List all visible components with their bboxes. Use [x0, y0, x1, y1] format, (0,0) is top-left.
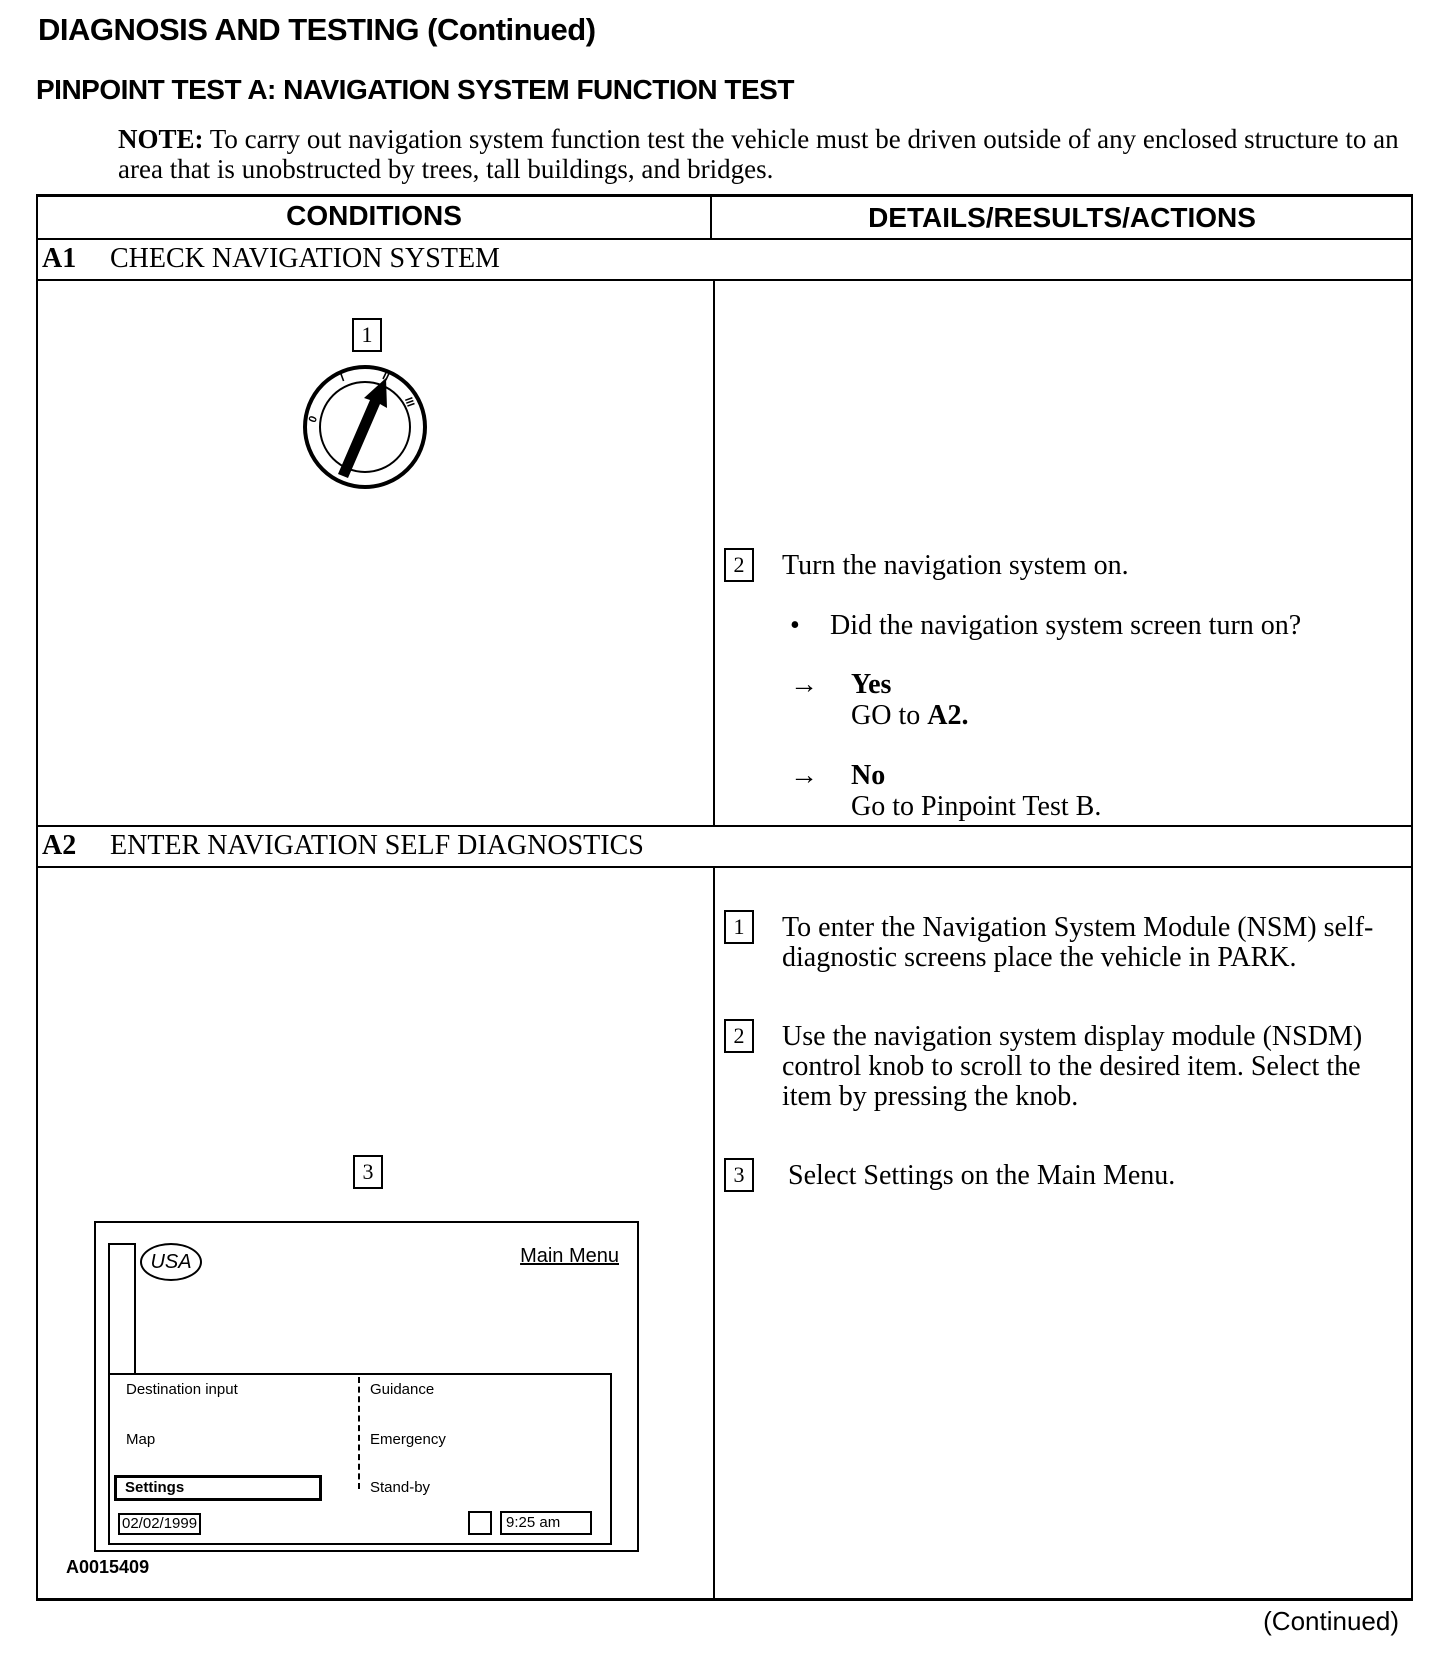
yes-action-text: GO to: [851, 700, 928, 731]
step-id: A2: [42, 830, 77, 861]
step-number-box: 1: [724, 910, 754, 944]
column-header-details: DETAILS/RESULTS/ACTIONS: [868, 202, 1256, 233]
step-number-box: 3: [724, 1158, 754, 1192]
ignition-label: II: [380, 370, 391, 384]
step-text: Select Settings on the Main Menu.: [788, 1160, 1176, 1191]
no-label: No: [851, 760, 886, 791]
figure-callout: 3: [353, 1155, 383, 1189]
yes-label: Yes: [851, 669, 892, 700]
note-label: NOTE:: [118, 124, 204, 154]
ignition-label: III: [401, 395, 417, 409]
arrow-right-icon: →: [790, 669, 818, 700]
main-menu: [108, 1373, 612, 1545]
screen-title: Main Menu: [520, 1245, 619, 1267]
continued-label: (Continued): [1263, 1606, 1399, 1636]
step-a2-heading: [42, 830, 644, 862]
note: [118, 124, 1418, 184]
arrow-right-icon: →: [790, 760, 818, 791]
step-number-box: 2: [724, 1019, 754, 1053]
menu-item-emergency[interactable]: Emergency: [370, 1431, 446, 1448]
menu-divider: [358, 1377, 360, 1489]
step-number-box: 2: [724, 548, 754, 582]
bullet-icon: •: [790, 610, 800, 641]
date-display: 02/02/1999: [118, 1513, 201, 1535]
step-text: Turn the navigation system on.: [782, 550, 1129, 581]
figure-callout: 1: [352, 318, 382, 352]
note-text: To carry out navigation system function test the vehicle must be driven outside of any enclosed structure to an area that is unobstructed by trees, tall buildings, and bridges.: [118, 124, 1399, 184]
time-display: 9:25 am: [500, 1511, 592, 1535]
menu-item-stand-by[interactable]: Stand-by: [370, 1479, 431, 1496]
yes-action-target[interactable]: A2.: [927, 700, 969, 731]
no-action[interactable]: Go to Pinpoint Test B.: [851, 791, 1102, 822]
ignition-switch-icon: [300, 362, 430, 492]
column-header-conditions: CONDITIONS: [286, 200, 462, 231]
menu-item-settings-selected[interactable]: Settings: [114, 1475, 322, 1501]
step-text: Use the navigation system display module (NSDM) control knob to scroll to the desired item. Select the item by pressing the knob.: [782, 1021, 1363, 1112]
step-a1-heading: [42, 243, 500, 275]
step-title: CHECK NAVIGATION SYSTEM: [110, 243, 500, 274]
step-text: To enter the Navigation System Module (NSM) self-diagnostic screens place the vehicle in PARK.: [782, 912, 1374, 973]
ignition-label: 0: [306, 414, 320, 425]
navigation-screen-figure: [94, 1221, 639, 1552]
screen-side-bar: [108, 1243, 136, 1375]
page-title: DIAGNOSIS AND TESTING (Continued): [38, 12, 596, 47]
step-title: ENTER NAVIGATION SELF DIAGNOSTICS: [110, 830, 644, 861]
section-title: PINPOINT TEST A: NAVIGATION SYSTEM FUNCTION TEST: [36, 74, 794, 105]
figure-id: A0015409: [66, 1557, 150, 1577]
menu-item-destination-input[interactable]: Destination input: [126, 1381, 238, 1398]
ignition-label: I: [339, 371, 347, 385]
menu-item-guidance[interactable]: Guidance: [370, 1381, 435, 1398]
status-indicator-box: [468, 1511, 492, 1535]
step-id: A1: [42, 243, 77, 274]
menu-item-map[interactable]: Map: [126, 1431, 156, 1448]
region-badge: USA: [140, 1243, 202, 1281]
question-text: Did the navigation system screen turn on?: [830, 610, 1302, 641]
yes-action: [851, 701, 968, 731]
